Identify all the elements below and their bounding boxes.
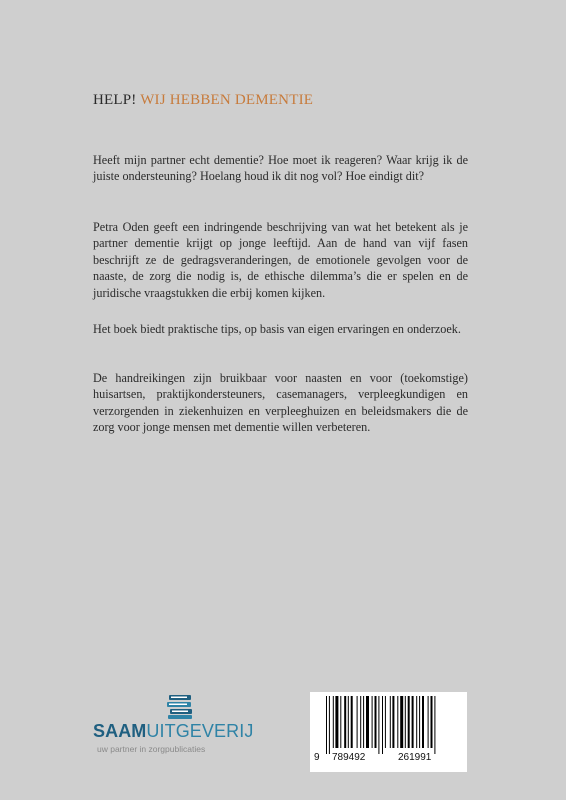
barcode-digit-first: 9 — [314, 752, 320, 763]
barcode-digits-left: 789492 — [332, 752, 366, 763]
blurb-paragraph-2: Petra Oden geeft een indringende beschrijving van wat het betekent als je partner dementie krijgt op jonge leeftijd. Aan de hand van vijf fasen beschrijft ze de gedragsveranderingen, de emotionele gevolgen voor de naaste, de zorg die nodig is, de ethische dilemma’s die er spelen en de juridische vraagstukken die erbij komen kijken. — [93, 220, 468, 300]
publisher-name — [93, 721, 253, 742]
publisher-name-part1: SAAM — [93, 721, 147, 741]
blurb-paragraph-4: De handreikingen zijn bruikbaar voor naasten en voor (toekomstige) huisartsen, praktijkondersteuners, casemanagers, verpleegkundigen en verzorgenden in ziekenhuizen en verpleeghuizen en beleidsmakers die de zorg voor jonge mensen met dementie willen verbeteren. — [93, 371, 468, 435]
title-prefix: HELP! — [93, 92, 137, 108]
blurb-paragraph-1: Heeft mijn partner echt dementie? Hoe moet ik reageren? Waar krijg ik de juiste ondersteuning? Hoelang houd ik dit nog vol? Hoe eindigt dit? — [93, 153, 468, 184]
publisher-logo — [93, 694, 293, 764]
publisher-name-part2: UITGEVERIJ — [146, 721, 254, 741]
book-title — [93, 92, 313, 109]
blurb-paragraph-3: Het boek biedt praktische tips, op basis van eigen ervaringen en onderzoek. — [93, 322, 461, 336]
barcode-digits-right: 261991 — [398, 752, 432, 763]
isbn-barcode — [310, 692, 467, 772]
publisher-tagline: uw partner in zorgpublicaties — [97, 744, 206, 754]
barcode-bars — [314, 696, 463, 754]
title-main: WIJ HEBBEN DEMENTIE — [140, 92, 314, 108]
book-stack-icon — [166, 694, 194, 720]
